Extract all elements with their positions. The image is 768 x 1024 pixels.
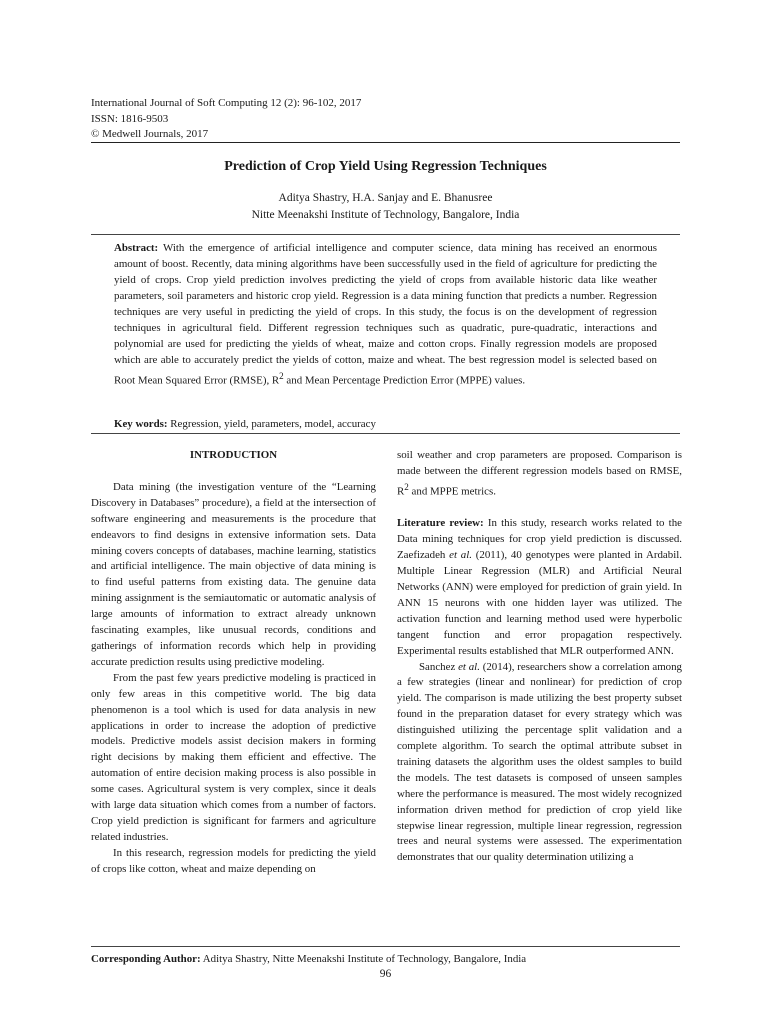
literature-p2-etal: et al. [458, 660, 480, 673]
literature-paragraph-2 [397, 660, 682, 867]
abstract-top-rule [91, 234, 680, 235]
corresponding-author-label: Corresponding Author: [91, 953, 201, 965]
abstract-text-end: and Mean Percentage Prediction Error (MPPE) values. [283, 374, 526, 387]
keywords [114, 417, 657, 432]
paper-title: Prediction of Crop Yield Using Regression Techniques [224, 159, 547, 174]
footer-rule [91, 946, 680, 947]
literature-label: Literature review: [397, 517, 484, 530]
keywords-label: Key words: [114, 418, 168, 430]
intro-paragraph-2: From the past few years predictive modeling is practiced in only few areas in this competitive world. The big data phenomenon is a tool which is used for data analysis in new applications in order to increase the adoption of predictive models. Predictive models assist decision makers in forming right decisions by making them efficient and effective. The automation of entire decision making process is also possible in some cases. Agricultural system is very complex, since it deals with large data situation which comes from a number of factors. Crop yield prediction is significant for farmers and agriculture related industries. [91, 671, 376, 843]
literature-text-b: (2011), 40 genotypes were planted in Ardabil. Multiple Linear Regression (MLR) and Artificial Neural Networks (ANN) were employed for prediction of grain yield. In ANN 15 neurons with one hidden layer was utilized. The activation function and learning method used were hyperbolic tangent function and error propagation respectively. Experimental results established that MLR outperformed ANN. [397, 549, 682, 657]
journal-header [91, 96, 361, 143]
literature-p2-text-a: Sanchez [419, 660, 459, 673]
corresponding-author-text: Aditya Shastry, Nitte Meenakshi Institute of Technology, Bangalore, India [200, 953, 527, 965]
abstract-label: Abstract: [114, 242, 159, 254]
abstract-text: With the emergence of artificial intelligence and computer science, data mining has received an enormous amount of boost. Recently, data mining algorithms have been successfully used in the field of agriculture for predicting the yield of crops. Crop yield prediction involves predicting the yield of crops from available historic data like weather parameters, soil parameters and historic crop yield. Regression is a data mining function that predicts a number. Regression techniques are very useful in predicting the yield of crops. In this study, the focus is on the development of regression techniques in agricultural field. Different regression techniques such as quadratic, pure-quadratic, interactions and polynomial are used for predicting the yields of wheat, maize and cotton crops. Finally regression models are proposed which are able to accurately predict the yields of cotton, maize and wheat. The best regression model is selected based on Root Mean Squared Error (RMSE), R [114, 242, 658, 387]
right-column [397, 448, 682, 866]
intro-continuation [397, 448, 682, 500]
abstract-superscript: 2 [279, 371, 284, 381]
literature-text-a: In this study, research works related to the Data mining techniques for crop yield prediction is discussed. Zaefizadeh [397, 517, 682, 562]
journal-citation: International Journal of Soft Computing 12 (2): 96-102, 2017 [91, 97, 362, 109]
intro-cont-text-end: and MPPE metrics. [408, 485, 496, 498]
author-names: Aditya Shastry, H.A. Sanjay and E. Bhanusree [278, 192, 493, 204]
author-block [91, 190, 680, 224]
keywords-rule [91, 433, 680, 434]
intro-cont-text: soil weather and crop parameters are proposed. Comparison is made between the different regression models based on RMSE, R [397, 449, 682, 498]
keywords-text: Regression, yield, parameters, model, accuracy [170, 418, 376, 430]
intro-paragraph-3: In this research, regression models for predicting the yield of crops like cotton, wheat and maize depending on [91, 846, 376, 875]
literature-p2-text-b: (2014), researchers show a correlation among a few strategies (linear and nonlinear) for prediction of crop yield. The comparison is made utilizing the best property subset found in the preparation dataset for every strategy which was distinguished utilizing the percentage split validation and a complete algorithm. To search the optimal attribute subset in training datasets the algorithm uses the oldest samples to build the models. The test datasets is composed of unseen samples where the performance is measured. The most widely recognized information driven method for prediction of crop yield like stepwise linear regression, multiple linear regression, regression trees and neural systems were assessed. The experimentation demonstrates that our quality determination utilizing a [397, 660, 682, 864]
section-heading-introduction: INTRODUCTION [189, 449, 278, 461]
literature-paragraph-1 [397, 516, 682, 659]
journal-copyright: © Medwell Journals, 2017 [91, 128, 209, 140]
journal-issn: ISSN: 1816-9503 [91, 112, 169, 125]
left-column [91, 448, 376, 878]
literature-etal: et al. [449, 549, 472, 562]
intro-paragraph-1: Data mining (the investigation venture of the “Learning Discovery in Databases” procedure), a field at the intersection of software engineering and measurements is the procedure that endeavors to find designs in extensive information sets. Data mining covers concepts of databases, machine learning, statistics and artificial intelligence. The main objective of data mining is to find useful patterns from existing data. The genuine data mining assignment is the semiautomatic or automatic analysis of large amounts of information to extract already unknown fascinating examples, like unusual records, conditions and gatherings of information records which help in providing accurate prediction results using predictive modeling. [91, 480, 376, 668]
corresponding-author [91, 952, 680, 966]
intro-cont-superscript: 2 [404, 481, 409, 492]
author-affiliation: Nitte Meenakshi Institute of Technology, Bangalore, India [251, 209, 520, 221]
page-number: 96 [379, 968, 392, 980]
abstract [114, 240, 657, 389]
header-rule [91, 142, 680, 143]
